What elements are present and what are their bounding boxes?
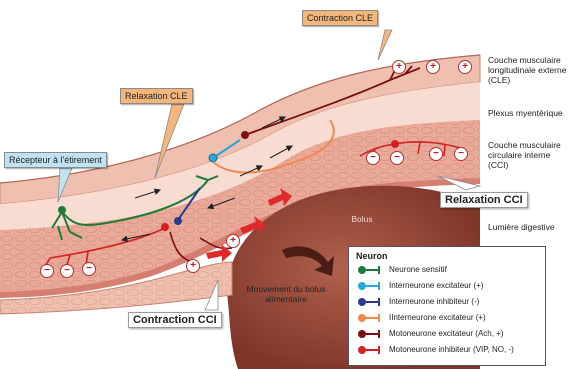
legend-item-label: Motoneurone inhibiteur (VIP, NO, -) — [389, 345, 514, 354]
legend-item — [357, 296, 543, 308]
cle-label-line1: Couche musculaire — [488, 55, 561, 65]
neuron-symbol-icon — [357, 344, 385, 356]
neuron-symbol-icon — [357, 264, 385, 276]
bolus-label: Bolus — [351, 214, 373, 224]
cci-label-line3: (CCI) — [488, 160, 509, 170]
plexus-label: Plexus myentérique — [488, 108, 563, 118]
cle-label-line2: longitudinale externe — [488, 65, 567, 75]
bolus-movement-line1: Mouvement du bolus — [246, 284, 326, 294]
legend-item — [357, 312, 543, 324]
bolus-movement-line2: alimentaire — [265, 294, 307, 304]
minus-sign-marker: − — [390, 151, 404, 165]
sensory-neuron-body — [58, 206, 66, 214]
cci-label — [488, 140, 561, 170]
cle-label-line3: (CLE) — [488, 75, 511, 85]
plus-sign-marker: + — [426, 60, 440, 74]
cci-label-line1: Couche musculaire — [488, 140, 561, 150]
relaxation-cci-label: Relaxation CCI — [440, 192, 528, 208]
neuron-symbol-icon — [357, 312, 385, 324]
legend-item — [357, 344, 543, 356]
legend-title: Neuron — [356, 251, 388, 261]
neuron-symbol-icon — [357, 280, 385, 292]
neuron-symbol-icon — [357, 328, 385, 340]
minus-sign-marker: − — [40, 264, 54, 278]
legend — [348, 246, 546, 366]
minus-sign-marker: − — [60, 264, 74, 278]
plus-sign-marker: + — [226, 234, 240, 248]
neuron-symbol-icon — [357, 296, 385, 308]
lumen-label: Lumière digestive — [488, 222, 555, 232]
plus-sign-marker: + — [458, 60, 472, 74]
legend-item-label: Neurone sensitif — [389, 265, 447, 274]
plus-sign-marker: + — [392, 60, 406, 74]
minus-sign-marker: − — [429, 147, 443, 161]
legend-item-label: Interneurone excitateur (+) — [389, 281, 484, 290]
legend-item-label: Interneurone inhibiteur (-) — [389, 297, 480, 306]
legend-item-label: Motoneurone excitateur (Ach, +) — [389, 329, 504, 338]
stretch-receptor-callout: Récepteur à l'étirement — [4, 152, 107, 168]
cci-label-line2: circulaire interne — [488, 150, 551, 160]
minus-sign-marker: − — [366, 151, 380, 165]
legend-item — [357, 328, 543, 340]
contraction-cci-label: Contraction CCI — [128, 312, 222, 328]
minus-sign-marker: − — [454, 147, 468, 161]
legend-item-label: IInterneurone excitateur (+) — [389, 313, 486, 322]
legend-item — [357, 280, 543, 292]
contraction-cle-callout: Contraction CLE — [302, 10, 378, 26]
plus-sign-marker: + — [186, 259, 200, 273]
minus-sign-marker: − — [82, 262, 96, 276]
relaxation-cle-callout: Relaxation CLE — [120, 88, 193, 104]
legend-item — [357, 264, 543, 276]
bolus-movement-label — [234, 284, 338, 304]
cle-label — [488, 55, 566, 85]
